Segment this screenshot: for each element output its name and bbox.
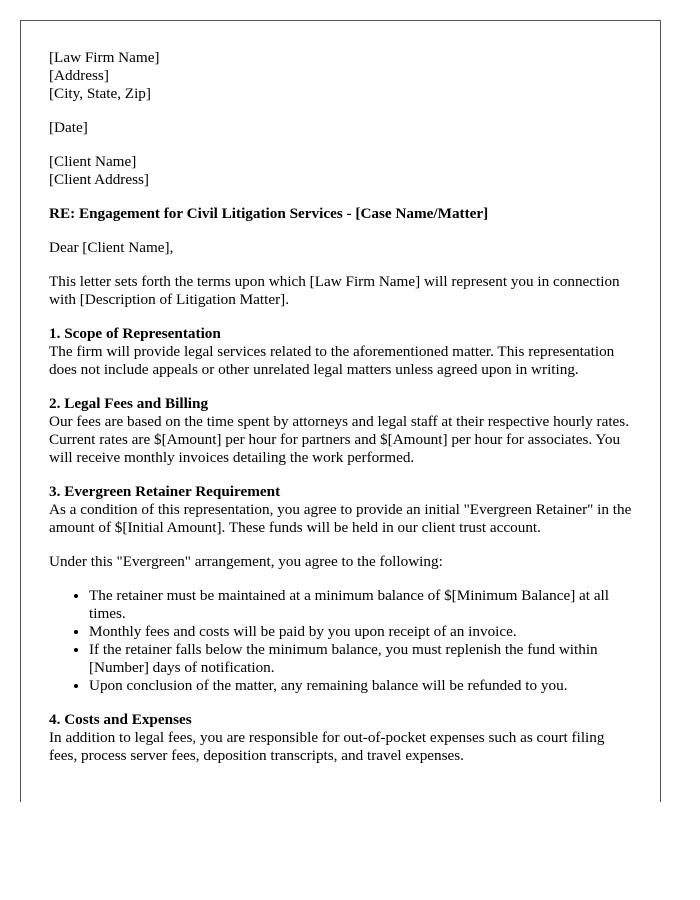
section-costs: [49, 711, 632, 765]
section-scope: [49, 325, 632, 379]
sender-firm-name: [Law Firm Name]: [49, 49, 160, 66]
section-heading: 1. Scope of Representation: [49, 325, 221, 342]
recipient-name: [Client Name]: [49, 153, 137, 170]
sender-address: [Address]: [49, 67, 109, 84]
evergreen-intro: Under this "Evergreen" arrangement, you agree to the following:: [49, 553, 443, 570]
salutation: Dear [Client Name],: [49, 239, 174, 256]
list-item: • The retainer must be maintained at a minimum balance of $[Minimum Balance] at all times.: [89, 587, 632, 623]
date-block: [49, 119, 632, 137]
sender-block: [49, 49, 632, 103]
evergreen-terms-list: [49, 587, 632, 695]
section-fees: [49, 395, 632, 467]
section-body: The firm will provide legal services related to the aforementioned matter. This representation does not include appeals or other unrelated legal matters unless agreed upon in writing.: [49, 343, 615, 378]
list-item: • Monthly fees and costs will be paid by you upon receipt of an invoice.: [89, 623, 632, 641]
recipient-address: [Client Address]: [49, 171, 149, 188]
sender-city-state-zip: [City, State, Zip]: [49, 85, 151, 102]
list-item: • Upon conclusion of the matter, any remaining balance will be refunded to you.: [89, 677, 632, 695]
section-body: In addition to legal fees, you are responsible for out-of-pocket expenses such as court filing fees, process server fees, deposition transcripts, and travel expenses.: [49, 729, 605, 764]
letter-date: [Date]: [49, 119, 88, 136]
section-body: As a condition of this representation, you agree to provide an initial "Evergreen Retainer" in the amount of $[Initial Amount]. These funds will be held in our client trust account.: [49, 501, 632, 536]
section-heading: 2. Legal Fees and Billing: [49, 395, 209, 412]
section-heading: 4. Costs and Expenses: [49, 711, 192, 728]
intro-paragraph: This letter sets forth the terms upon which [Law Firm Name] will represent you in connection with [Description of Litigation Matter].: [49, 273, 620, 308]
list-item: • If the retainer falls below the minimum balance, you must replenish the fund within [Number] days of notification.: [89, 641, 632, 677]
section-heading: 3. Evergreen Retainer Requirement: [49, 483, 281, 500]
subject-line: RE: Engagement for Civil Litigation Services - [Case Name/Matter]: [49, 205, 489, 222]
section-retainer: [49, 483, 632, 537]
recipient-block: [49, 153, 632, 189]
section-body: Our fees are based on the time spent by attorneys and legal staff at their respective hourly rates. Current rates are $[Amount] per hour for partners and $[Amount] per hour for associates. You will receive monthly invoices detailing the work performed.: [49, 413, 630, 466]
engagement-letter: [20, 20, 661, 802]
